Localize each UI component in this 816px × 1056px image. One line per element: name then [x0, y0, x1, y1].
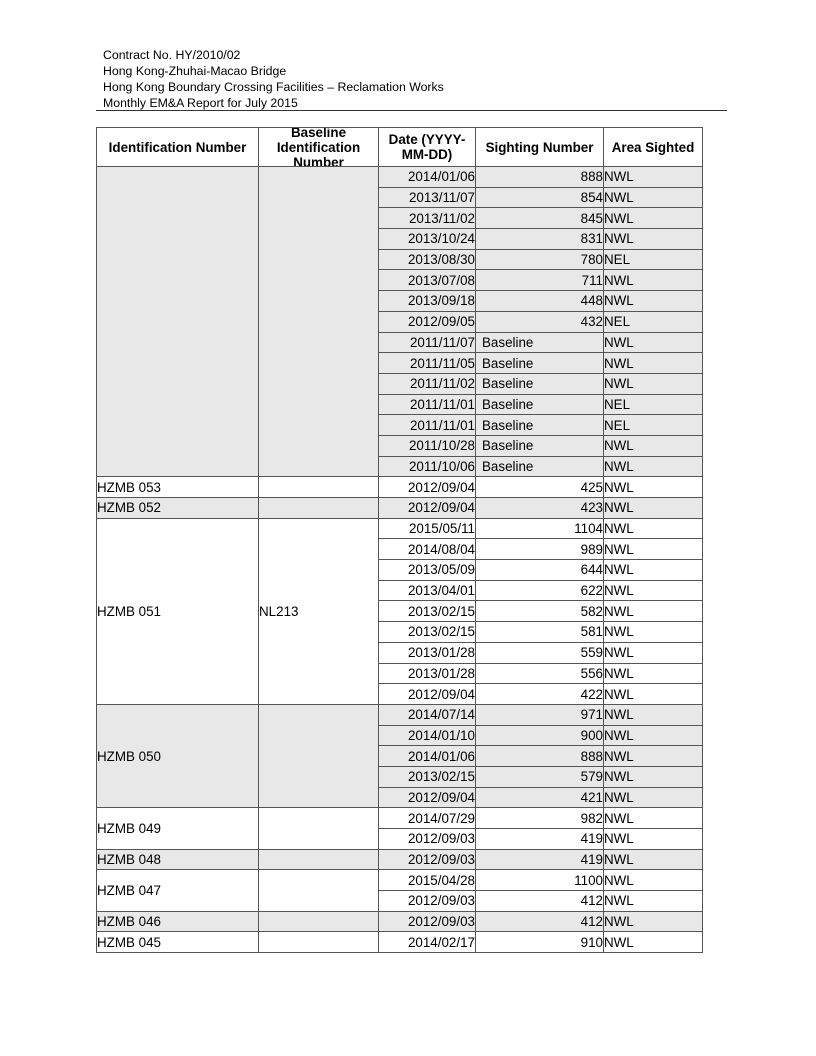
- area-sighted-cell: NWL: [604, 891, 703, 912]
- identification-number-cell: HZMB 049: [97, 808, 259, 849]
- table-row: [97, 849, 703, 870]
- table-header-row: [97, 128, 703, 167]
- date-cell: 2011/11/07: [379, 332, 476, 353]
- sighting-number-cell: 422: [476, 684, 604, 705]
- area-sighted-cell: NWL: [604, 911, 703, 932]
- date-cell: 2013/11/02: [379, 208, 476, 229]
- table-row: [97, 167, 703, 188]
- project-name: Hong Kong-Zhuhai-Macao Bridge: [103, 64, 287, 78]
- sighting-number-cell: 910: [476, 932, 604, 953]
- sighting-number-cell: 971: [476, 704, 604, 725]
- baseline-identification-cell: [259, 498, 379, 519]
- table-row: [97, 704, 703, 725]
- sighting-number-cell: Baseline: [476, 456, 604, 477]
- area-sighted-cell: NWL: [604, 498, 703, 519]
- baseline-identification-cell: [259, 849, 379, 870]
- area-sighted-cell: NWL: [604, 560, 703, 581]
- sighting-number-cell: 419: [476, 829, 604, 850]
- sighting-number-cell: 432: [476, 311, 604, 332]
- area-sighted-cell: NWL: [604, 787, 703, 808]
- sighting-table: [96, 127, 703, 953]
- sighting-number-cell: Baseline: [476, 332, 604, 353]
- date-cell: 2012/09/04: [379, 498, 476, 519]
- sighting-number-cell: Baseline: [476, 373, 604, 394]
- col-header-date: Date (YYYY-MM-DD): [379, 128, 476, 167]
- date-cell: 2013/07/08: [379, 270, 476, 291]
- date-cell: 2013/05/09: [379, 560, 476, 581]
- baseline-identification-cell: NL213: [259, 518, 379, 704]
- sighting-number-cell: 1100: [476, 870, 604, 891]
- area-sighted-cell: NWL: [604, 353, 703, 374]
- col-header-identification-number: Identification Number: [97, 128, 259, 167]
- col-header-area-sighted: Area Sighted: [604, 128, 703, 167]
- sighting-number-cell: 425: [476, 477, 604, 498]
- area-sighted-cell: NWL: [604, 270, 703, 291]
- sighting-number-cell: 989: [476, 539, 604, 560]
- area-sighted-cell: NWL: [604, 456, 703, 477]
- sighting-number-cell: 831: [476, 229, 604, 250]
- table-row: [97, 932, 703, 953]
- area-sighted-cell: NWL: [604, 663, 703, 684]
- area-sighted-cell: NEL: [604, 415, 703, 436]
- area-sighted-cell: NWL: [604, 849, 703, 870]
- identification-number-cell: HZMB 051: [97, 518, 259, 704]
- table-row: [97, 498, 703, 519]
- sighting-number-cell: Baseline: [476, 394, 604, 415]
- area-sighted-cell: NWL: [604, 642, 703, 663]
- area-sighted-cell: NWL: [604, 808, 703, 829]
- area-sighted-cell: NWL: [604, 704, 703, 725]
- identification-number-cell: HZMB 046: [97, 911, 259, 932]
- date-cell: 2013/01/28: [379, 642, 476, 663]
- baseline-identification-cell: [259, 911, 379, 932]
- sighting-number-cell: 579: [476, 766, 604, 787]
- date-cell: 2013/02/15: [379, 601, 476, 622]
- area-sighted-cell: NWL: [604, 435, 703, 456]
- area-sighted-cell: NWL: [604, 229, 703, 250]
- baseline-identification-cell: [259, 808, 379, 849]
- baseline-identification-cell: [259, 932, 379, 953]
- date-cell: 2011/10/28: [379, 435, 476, 456]
- area-sighted-cell: NWL: [604, 332, 703, 353]
- area-sighted-cell: NWL: [604, 684, 703, 705]
- sighting-number-cell: 622: [476, 580, 604, 601]
- area-sighted-cell: NWL: [604, 291, 703, 312]
- identification-number-cell: HZMB 050: [97, 704, 259, 807]
- sighting-number-cell: 556: [476, 663, 604, 684]
- sighting-number-cell: 448: [476, 291, 604, 312]
- date-cell: 2013/11/07: [379, 187, 476, 208]
- sighting-number-cell: 581: [476, 622, 604, 643]
- area-sighted-cell: NEL: [604, 249, 703, 270]
- baseline-identification-cell: [259, 477, 379, 498]
- document-header: [103, 47, 727, 111]
- area-sighted-cell: NWL: [604, 622, 703, 643]
- area-sighted-cell: NWL: [604, 829, 703, 850]
- sighting-number-cell: 845: [476, 208, 604, 229]
- date-cell: 2014/07/29: [379, 808, 476, 829]
- identification-number-cell: [97, 167, 259, 477]
- date-cell: 2013/10/24: [379, 229, 476, 250]
- date-cell: 2011/11/01: [379, 394, 476, 415]
- sighting-number-cell: 1104: [476, 518, 604, 539]
- area-sighted-cell: NWL: [604, 766, 703, 787]
- table-row: [97, 911, 703, 932]
- area-sighted-cell: NWL: [604, 580, 703, 601]
- table-row: [97, 477, 703, 498]
- date-cell: 2012/09/03: [379, 849, 476, 870]
- date-cell: 2012/09/05: [379, 311, 476, 332]
- date-cell: 2014/07/14: [379, 704, 476, 725]
- date-cell: 2011/10/06: [379, 456, 476, 477]
- date-cell: 2011/11/02: [379, 373, 476, 394]
- baseline-identification-cell: [259, 704, 379, 807]
- sighting-number-cell: 421: [476, 787, 604, 808]
- sighting-number-cell: 888: [476, 167, 604, 188]
- date-cell: 2014/01/10: [379, 725, 476, 746]
- date-cell: 2014/01/06: [379, 746, 476, 767]
- date-cell: 2013/02/15: [379, 766, 476, 787]
- sighting-number-cell: 711: [476, 270, 604, 291]
- area-sighted-cell: NWL: [604, 208, 703, 229]
- report-title: Monthly EM&A Report for July 2015: [103, 96, 298, 110]
- col-header-sighting-number: Sighting Number: [476, 128, 604, 167]
- col-header-baseline-identification-number: Baseline Identification Number: [259, 128, 379, 167]
- area-sighted-cell: NWL: [604, 518, 703, 539]
- date-cell: 2014/08/04: [379, 539, 476, 560]
- area-sighted-cell: NWL: [604, 539, 703, 560]
- date-cell: 2011/11/05: [379, 353, 476, 374]
- date-cell: 2013/09/18: [379, 291, 476, 312]
- sighting-number-cell: 982: [476, 808, 604, 829]
- identification-number-cell: HZMB 048: [97, 849, 259, 870]
- date-cell: 2014/01/06: [379, 167, 476, 188]
- table-row: [97, 870, 703, 891]
- sighting-number-cell: Baseline: [476, 435, 604, 456]
- area-sighted-cell: NWL: [604, 932, 703, 953]
- sighting-number-cell: 854: [476, 187, 604, 208]
- area-sighted-cell: NWL: [604, 746, 703, 767]
- date-cell: 2011/11/01: [379, 415, 476, 436]
- sighting-number-cell: 419: [476, 849, 604, 870]
- sighting-number-cell: 582: [476, 601, 604, 622]
- identification-number-cell: HZMB 052: [97, 498, 259, 519]
- area-sighted-cell: NWL: [604, 187, 703, 208]
- date-cell: 2014/02/17: [379, 932, 476, 953]
- date-cell: 2015/04/28: [379, 870, 476, 891]
- table-row: [97, 808, 703, 829]
- area-sighted-cell: NWL: [604, 373, 703, 394]
- baseline-identification-cell: [259, 167, 379, 477]
- area-sighted-cell: NWL: [604, 477, 703, 498]
- identification-number-cell: HZMB 053: [97, 477, 259, 498]
- sighting-number-cell: 423: [476, 498, 604, 519]
- area-sighted-cell: NWL: [604, 601, 703, 622]
- table-row: [97, 518, 703, 539]
- area-sighted-cell: NEL: [604, 311, 703, 332]
- date-cell: 2012/09/04: [379, 787, 476, 808]
- date-cell: 2012/09/03: [379, 829, 476, 850]
- date-cell: 2015/05/11: [379, 518, 476, 539]
- sighting-number-cell: 644: [476, 560, 604, 581]
- baseline-identification-cell: [259, 870, 379, 911]
- date-cell: 2013/01/28: [379, 663, 476, 684]
- sighting-number-cell: 780: [476, 249, 604, 270]
- sighting-number-cell: 412: [476, 911, 604, 932]
- date-cell: 2013/08/30: [379, 249, 476, 270]
- date-cell: 2012/09/04: [379, 684, 476, 705]
- sighting-number-cell: 900: [476, 725, 604, 746]
- sighting-number-cell: 412: [476, 891, 604, 912]
- identification-number-cell: HZMB 045: [97, 932, 259, 953]
- area-sighted-cell: NWL: [604, 167, 703, 188]
- sighting-number-cell: Baseline: [476, 415, 604, 436]
- area-sighted-cell: NEL: [604, 394, 703, 415]
- date-cell: 2012/09/03: [379, 891, 476, 912]
- sighting-number-cell: 888: [476, 746, 604, 767]
- sighting-number-cell: 559: [476, 642, 604, 663]
- date-cell: 2013/02/15: [379, 622, 476, 643]
- area-sighted-cell: NWL: [604, 870, 703, 891]
- identification-number-cell: HZMB 047: [97, 870, 259, 911]
- area-sighted-cell: NWL: [604, 725, 703, 746]
- date-cell: 2012/09/04: [379, 477, 476, 498]
- sighting-number-cell: Baseline: [476, 353, 604, 374]
- contract-number: Contract No. HY/2010/02: [103, 48, 241, 62]
- date-cell: 2013/04/01: [379, 580, 476, 601]
- facility-name: Hong Kong Boundary Crossing Facilities – Reclamation Works: [103, 80, 444, 94]
- date-cell: 2012/09/03: [379, 911, 476, 932]
- header-divider: [96, 110, 727, 111]
